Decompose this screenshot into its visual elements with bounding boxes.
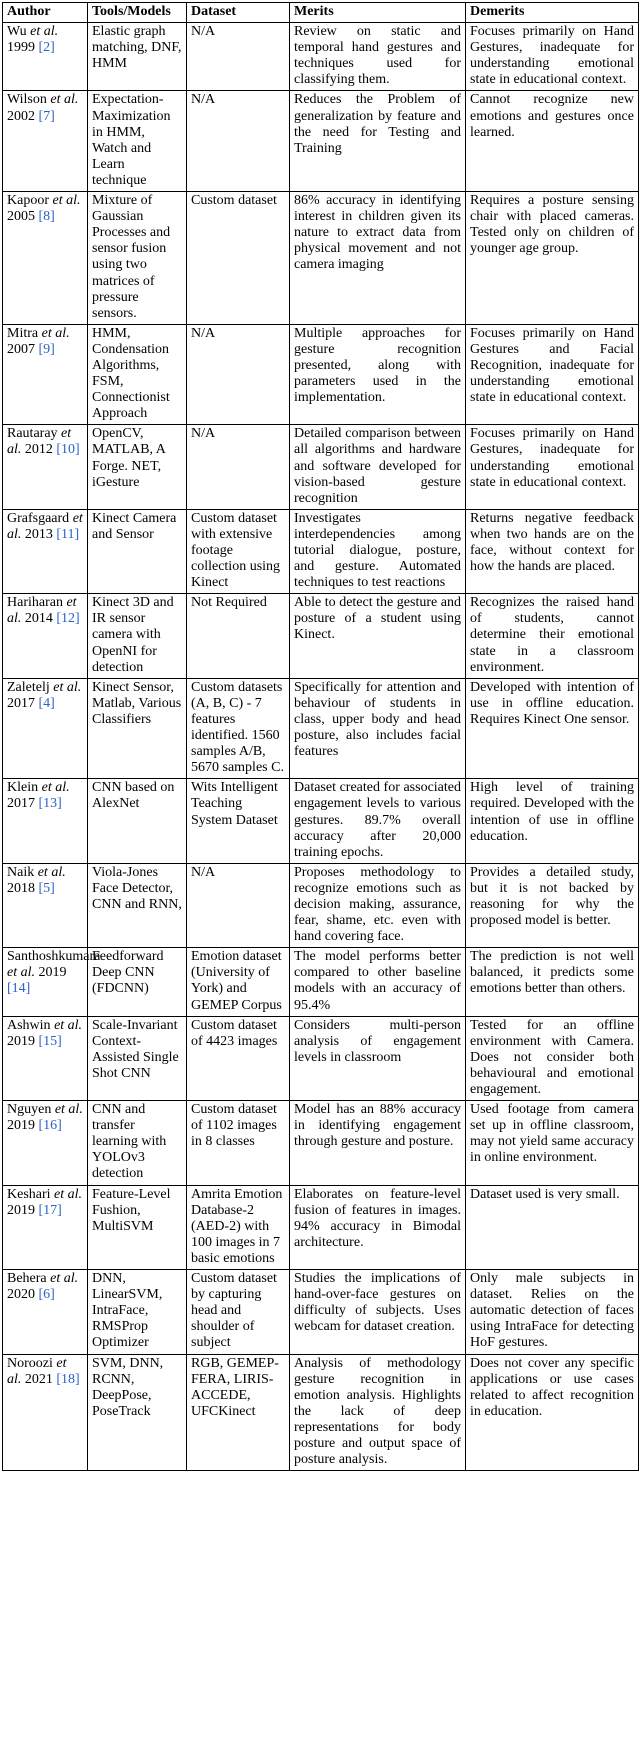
et-al: et al. — [7, 595, 77, 627]
author-cell — [3, 324, 88, 425]
author-cell — [3, 779, 88, 863]
dataset-cell: Amrita Emotion Database-2 (AED-2) with 100 images in 7 basic emotions — [187, 1185, 290, 1269]
author-name: Hariharan — [7, 595, 63, 611]
table-row — [3, 1101, 639, 1185]
merits-cell: Elaborates on feature-level fusion of features in images. 94% accuracy in Bimodal architecture. — [290, 1185, 466, 1269]
tools-cell: OpenCV, MATLAB, A Forge. NET, iGesture — [88, 425, 187, 509]
citation-link[interactable]: [10] — [56, 442, 80, 458]
dataset-cell: Custom dataset of 1102 images in 8 classes — [187, 1101, 290, 1185]
tools-cell: Viola-Jones Face Detector, CNN and RNN, — [88, 863, 187, 947]
author-cell — [3, 678, 88, 779]
author-year: 2018 — [7, 880, 35, 896]
author-year: 2019 — [38, 965, 67, 981]
table-row — [3, 425, 639, 509]
table-row — [3, 1354, 639, 1471]
tools-cell: Kinect Sensor, Matlab, Various Classifiers — [88, 678, 187, 779]
author-year: 2021 — [24, 1371, 53, 1387]
dataset-cell: Custom dataset of 4423 images — [187, 1016, 290, 1100]
citation-link[interactable]: [12] — [56, 611, 80, 627]
merits-cell: Dataset created for associated engagement levels to various gestures. 89.7% overall accuracy after 20,000 training epochs. — [290, 779, 466, 863]
dataset-cell: Custom dataset — [187, 192, 290, 325]
merits-cell: Investigates interdependencies among tutorial dialogue, posture, and gesture. Automated techniques to test reactions — [290, 509, 466, 593]
et-al: et al. — [7, 965, 35, 981]
author-cell — [3, 1270, 88, 1354]
merits-cell: Detailed comparison between all algorithms and hardware and software developed for vision-based gesture recognition — [290, 425, 466, 509]
et-al: et al. — [41, 325, 70, 341]
author-year: 1999 — [7, 40, 35, 56]
comparison-table — [2, 2, 639, 1471]
author-year: 2020 — [7, 1287, 35, 1303]
table-row — [3, 23, 639, 91]
demerits-cell: Only male subjects in dataset. Relies on the automatic detection of faces using IntraFace for detecting HoF gestures. — [466, 1270, 639, 1354]
tools-cell: SVM, DNN, RCNN, DeepPose, PoseTrack — [88, 1354, 187, 1471]
merits-cell: Reduces the Problem of generalization by feature and the need for Testing and Training — [290, 91, 466, 192]
author-name: Behera — [7, 1271, 47, 1287]
author-year: 2019 — [7, 1202, 35, 1218]
author-year: 2014 — [24, 611, 53, 627]
et-al: et al. — [7, 426, 72, 458]
demerits-cell: Does not cover any specific applications or use cases related to affect recognition in education. — [466, 1354, 639, 1471]
et-al: et al. — [41, 780, 70, 796]
demerits-cell: Used footage from camera set up in offline classroom, may not yield same accuracy in online environment. — [466, 1101, 639, 1185]
author-name: Nguyen — [7, 1102, 52, 1118]
dataset-cell: Custom dataset by capturing head and shoulder of subject — [187, 1270, 290, 1354]
author-cell — [3, 425, 88, 509]
tools-cell: Kinect Camera and Sensor — [88, 509, 187, 593]
tools-cell: HMM, Condensation Algorithms, FSM, Connectionist Approach — [88, 324, 187, 425]
tools-cell: CNN based on AlexNet — [88, 779, 187, 863]
demerits-cell: Focuses primarily on Hand Gestures, inadequate for understanding emotional state in educational context. — [466, 425, 639, 509]
et-al: et al. — [54, 1186, 83, 1202]
citation-link[interactable]: [6] — [38, 1287, 55, 1303]
citation-link[interactable]: [13] — [38, 796, 62, 812]
author-name: Keshari — [7, 1186, 51, 1202]
merits-cell: Model has an 88% accuracy in identifying engagement through gesture and posture. — [290, 1101, 466, 1185]
table-header-row — [3, 3, 639, 23]
merits-cell: Review on static and temporal hand gestures and techniques used for classifying them. — [290, 23, 466, 91]
table-row — [3, 863, 639, 947]
author-cell — [3, 192, 88, 325]
tools-cell: DNN, LinearSVM, IntraFace, RMSProp Optimizer — [88, 1270, 187, 1354]
et-al: et al. — [54, 1017, 83, 1033]
dataset-cell: Wits Intelligent Teaching System Dataset — [187, 779, 290, 863]
table-row — [3, 91, 639, 192]
author-cell — [3, 91, 88, 192]
dataset-cell: N/A — [187, 425, 290, 509]
tools-cell: Feature-Level Fushion, MultiSVM — [88, 1185, 187, 1269]
et-al: et al. — [7, 510, 83, 542]
table-row — [3, 779, 639, 863]
tools-cell: Expectation-Maximization in HMM, Watch and Learn technique — [88, 91, 187, 192]
author-name: Rautaray — [7, 426, 58, 442]
tools-cell: Mixture of Gaussian Processes and sensor fusion using two matrices of pressure sensors. — [88, 192, 187, 325]
author-cell — [3, 1185, 88, 1269]
demerits-cell: Cannot recognize new emotions and gestures once learned. — [466, 91, 639, 192]
et-al: et al. — [52, 193, 81, 209]
author-cell — [3, 509, 88, 593]
demerits-cell: Tested for an offline environment with Camera. Does not consider both behavioural and emotional engagement. — [466, 1016, 639, 1100]
demerits-cell: Provides a detailed study, but it is not backed by reasoning for why the proposed model is better. — [466, 863, 639, 947]
dataset-cell: Custom datasets (A, B, C) - 7 features identified. 1560 samples A/B, 5670 samples C. — [187, 678, 290, 779]
demerits-cell: Returns negative feedback when two hands are on the face, without context for how the hands are placed. — [466, 509, 639, 593]
table-row — [3, 1016, 639, 1100]
author-cell — [3, 948, 101, 1016]
merits-cell: Proposes methodology to recognize emotions such as decision making, assurance, fear, shame, etc. even with hand covering face. — [290, 863, 466, 947]
tools-cell: Scale-Invariant Context-Assisted Single Shot CNN — [88, 1016, 187, 1100]
tools-cell: Kinect 3D and IR sensor camera with OpenNI for detection — [88, 594, 187, 678]
author-cell — [3, 23, 88, 91]
et-al: et al. — [50, 92, 79, 108]
author-year: 2002 — [7, 108, 35, 124]
author-cell — [3, 594, 88, 678]
citation-link[interactable]: [18] — [56, 1371, 80, 1387]
author-name: Santhoshkumara — [7, 949, 101, 965]
dataset-cell: Emotion dataset (University of York) and GEMEP Corpus — [187, 948, 290, 1016]
demerits-cell: The prediction is not well balanced, it predicts some emotions better than others. — [466, 948, 639, 1016]
table-row — [3, 948, 639, 1016]
citation-link[interactable]: [2] — [38, 40, 55, 56]
author-cell — [3, 1354, 88, 1471]
author-year: 2013 — [24, 526, 53, 542]
citation-link[interactable]: [4] — [38, 695, 55, 711]
author-name: Mitra — [7, 325, 39, 341]
dataset-cell: N/A — [187, 91, 290, 192]
et-al: et al. — [7, 1355, 67, 1387]
table-row — [3, 678, 639, 779]
merits-cell: Able to detect the gesture and posture of a student using Kinect. — [290, 594, 466, 678]
demerits-cell: Dataset used is very small. — [466, 1185, 639, 1269]
table-row — [3, 509, 639, 593]
citation-link[interactable]: [16] — [38, 1118, 62, 1134]
demerits-cell: Focuses primarily on Hand Gestures and Facial Recognition, inadequate for understanding emotional state in educational context. — [466, 324, 639, 425]
demerits-cell: Focuses primarily on Hand Gestures, inadequate for understanding emotional state in educational context. — [466, 23, 639, 91]
citation-link[interactable]: [14] — [7, 981, 31, 997]
author-year: 2017 — [7, 695, 35, 711]
et-al: et al. — [37, 864, 66, 880]
citation-link[interactable]: [11] — [56, 526, 80, 542]
author-name: Zaletelj — [7, 679, 50, 695]
demerits-cell: Recognizes the raised hand of students, cannot determine their emotional state in a classroom environment. — [466, 594, 639, 678]
author-name: Grafsgaard — [7, 510, 70, 526]
dataset-cell: Custom dataset with extensive footage collection using Kinect — [187, 509, 290, 593]
author-year: 2007 — [7, 341, 35, 357]
table-row — [3, 192, 639, 325]
merits-cell: Multiple approaches for gesture recognition presented, along with parameters used in the implementation. — [290, 324, 466, 425]
header-author: Author — [3, 3, 88, 23]
author-name: Noroozi — [7, 1355, 53, 1371]
merits-cell: Specifically for attention and behaviour of students in class, upper body and head posture, also includes facial features — [290, 678, 466, 779]
author-year: 2012 — [24, 442, 53, 458]
et-al: et al. — [53, 679, 82, 695]
table-row — [3, 594, 639, 678]
citation-link[interactable]: [7] — [38, 108, 55, 124]
citation-link[interactable]: [15] — [38, 1033, 62, 1049]
author-cell — [3, 863, 88, 947]
tools-cell: CNN and transfer learning with YOLOv3 detection — [88, 1101, 187, 1185]
dataset-cell: RGB, GEMEP-FERA, LIRIS-ACCEDE, UFCKinect — [187, 1354, 290, 1471]
merits-cell: 86% accuracy in identifying interest in children given its nature to extract data from physical movement and not camera imaging — [290, 192, 466, 325]
dataset-cell: N/A — [187, 324, 290, 425]
author-year: 2019 — [7, 1033, 35, 1049]
citation-link[interactable]: [8] — [38, 209, 55, 225]
citation-link[interactable]: [5] — [38, 880, 55, 896]
tools-cell: Elastic graph matching, DNF, HMM — [88, 23, 187, 91]
author-name: Kapoor — [7, 193, 49, 209]
author-name: Wilson — [7, 92, 47, 108]
table-row — [3, 1185, 639, 1269]
author-year: 2005 — [7, 209, 35, 225]
header-demerits: Demerits — [466, 3, 639, 23]
citation-link[interactable]: [9] — [38, 341, 55, 357]
dataset-cell: N/A — [187, 23, 290, 91]
demerits-cell: Developed with intention of use in offline education. Requires Kinect One sensor. — [466, 678, 639, 779]
author-name: Naik — [7, 864, 35, 880]
demerits-cell: High level of training required. Developed with the intention of use in offline education. — [466, 779, 639, 863]
author-name: Wu — [7, 24, 27, 40]
merits-cell: The model performs better compared to other baseline models with an accuracy of 95.4% — [290, 948, 466, 1016]
author-name: Ashwin — [7, 1017, 51, 1033]
merits-cell: Studies the implications of hand-over-face gestures on difficulty of subjects. Uses webcam for dataset creation. — [290, 1270, 466, 1354]
author-year: 2017 — [7, 796, 35, 812]
citation-link[interactable]: [17] — [38, 1202, 62, 1218]
table-row — [3, 324, 639, 425]
merits-cell: Considers multi-person analysis of engagement levels in classroom — [290, 1016, 466, 1100]
header-merits: Merits — [290, 3, 466, 23]
author-year: 2019 — [7, 1118, 35, 1134]
tools-cell: Feedforward Deep CNN (FDCNN) — [88, 948, 187, 1016]
header-dataset: Dataset — [187, 3, 290, 23]
et-al: et al. — [30, 24, 59, 40]
dataset-cell: Not Required — [187, 594, 290, 678]
table-row — [3, 1270, 639, 1354]
dataset-cell: N/A — [187, 863, 290, 947]
header-tools: Tools/Models — [88, 3, 187, 23]
author-cell — [3, 1101, 88, 1185]
et-al: et al. — [54, 1102, 83, 1118]
author-name: Klein — [7, 780, 39, 796]
author-cell — [3, 1016, 88, 1100]
merits-cell: Analysis of methodology gesture recognition in emotion analysis. Highlights the lack of deep representations for body posture and output space of posture analysis. — [290, 1354, 466, 1471]
table-body — [3, 23, 639, 1471]
demerits-cell: Requires a posture sensing chair with placed cameras. Tested only on children of younger age group. — [466, 192, 639, 325]
et-al: et al. — [50, 1271, 79, 1287]
